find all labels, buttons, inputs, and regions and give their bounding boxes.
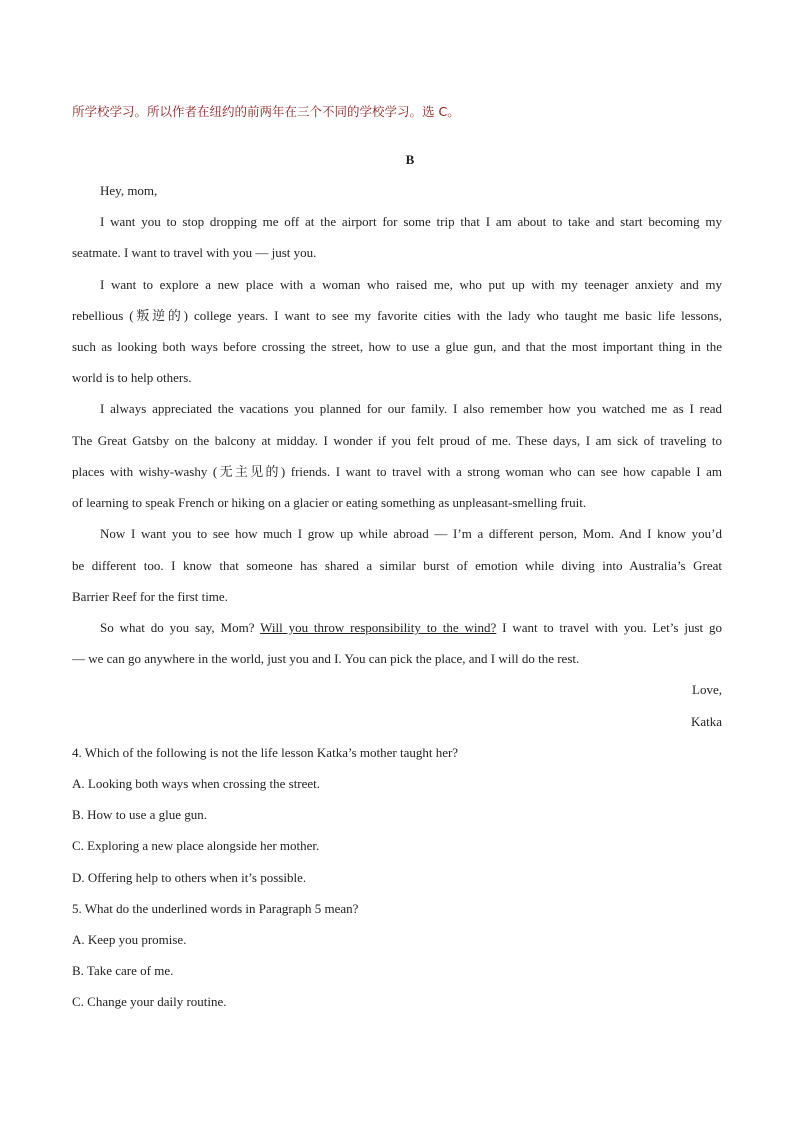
paragraph-2-line-4: world is to help others. xyxy=(72,370,192,385)
paragraph-5-line-2: — we can go anywhere in the world, just you and I. You can pick the place, and I will do the rest. xyxy=(72,651,580,666)
paragraph-1-line-1: I want you to stop dropping me off at the airport for some trip that I am about to take and start becoming my xyxy=(100,214,722,229)
question-4-option-b: B. How to use a glue gun. xyxy=(72,807,208,822)
question-4-option-c: C. Exploring a new place alongside her mother. xyxy=(72,838,320,853)
letter-signature: Katka xyxy=(690,714,722,729)
question-5: 5. What do the underlined words in Paragraph 5 mean? xyxy=(72,901,359,916)
paragraph-4-line-2: be different too. I know that someone has shared a similar burst of emotion while diving into Australia’s Great xyxy=(72,558,722,573)
paragraph-2-line-2: rebellious (叛逆的) college years. I want to see my favorite cities with the lady who taught me basic life lessons, xyxy=(72,308,722,323)
question-4: 4. Which of the following is not the life lesson Katka’s mother taught her? xyxy=(72,745,459,760)
paragraph-2-line-3: such as looking both ways before crossing the street, how to use a glue gun, and that the most important thing in the xyxy=(72,339,722,354)
question-5-option-a: A. Keep you promise. xyxy=(72,932,187,947)
paragraph-5-lead: So what do you say, Mom? xyxy=(100,620,261,635)
underlined-phrase: Will you throw responsibility to the wind? xyxy=(260,620,497,635)
question-4-option-d: D. Offering help to others when it’s possible. xyxy=(72,870,307,885)
question-5-option-c: C. Change your daily routine. xyxy=(72,994,227,1009)
section-label: B xyxy=(405,152,415,167)
question-4-option-a: A. Looking both ways when crossing the street. xyxy=(72,776,321,791)
letter-closing: Love, xyxy=(692,682,722,697)
paragraph-3-line-3: places with wishy-washy (无主见的) friends. I want to travel with a strong woman who can see how capable I am xyxy=(72,464,722,479)
paragraph-3-line-2: The Great Gatsby on the balcony at midday. I wonder if you felt proud of me. These days, I am sick of traveling to xyxy=(72,433,722,448)
paragraph-4-line-1: Now I want you to see how much I grow up while abroad — I’m a different person, Mom. And I know you’d xyxy=(100,526,722,541)
paragraph-5-line-1 xyxy=(100,619,722,637)
answer-note: 所学校学习。所以作者在纽约的前两年在三个不同的学校学习。选 C。 xyxy=(72,104,460,119)
paragraph-3-line-1: I always appreciated the vacations you planned for our family. I also remember how you watched me as I read xyxy=(100,401,722,416)
paragraph-4-line-3: Barrier Reef for the first time. xyxy=(72,589,228,604)
letter-greeting: Hey, mom, xyxy=(100,183,158,198)
question-5-option-b: B. Take care of me. xyxy=(72,963,174,978)
paragraph-5-tail: I want to travel with you. Let’s just go xyxy=(496,620,722,635)
paragraph-3-line-4: of learning to speak French or hiking on a glacier or eating something as unpleasant-smelling fruit. xyxy=(72,495,587,510)
paragraph-2-line-1: I want to explore a new place with a woman who raised me, who put up with my teenager anxiety and my xyxy=(100,277,722,292)
paragraph-1-line-2: seatmate. I want to travel with you — just you. xyxy=(72,245,317,260)
